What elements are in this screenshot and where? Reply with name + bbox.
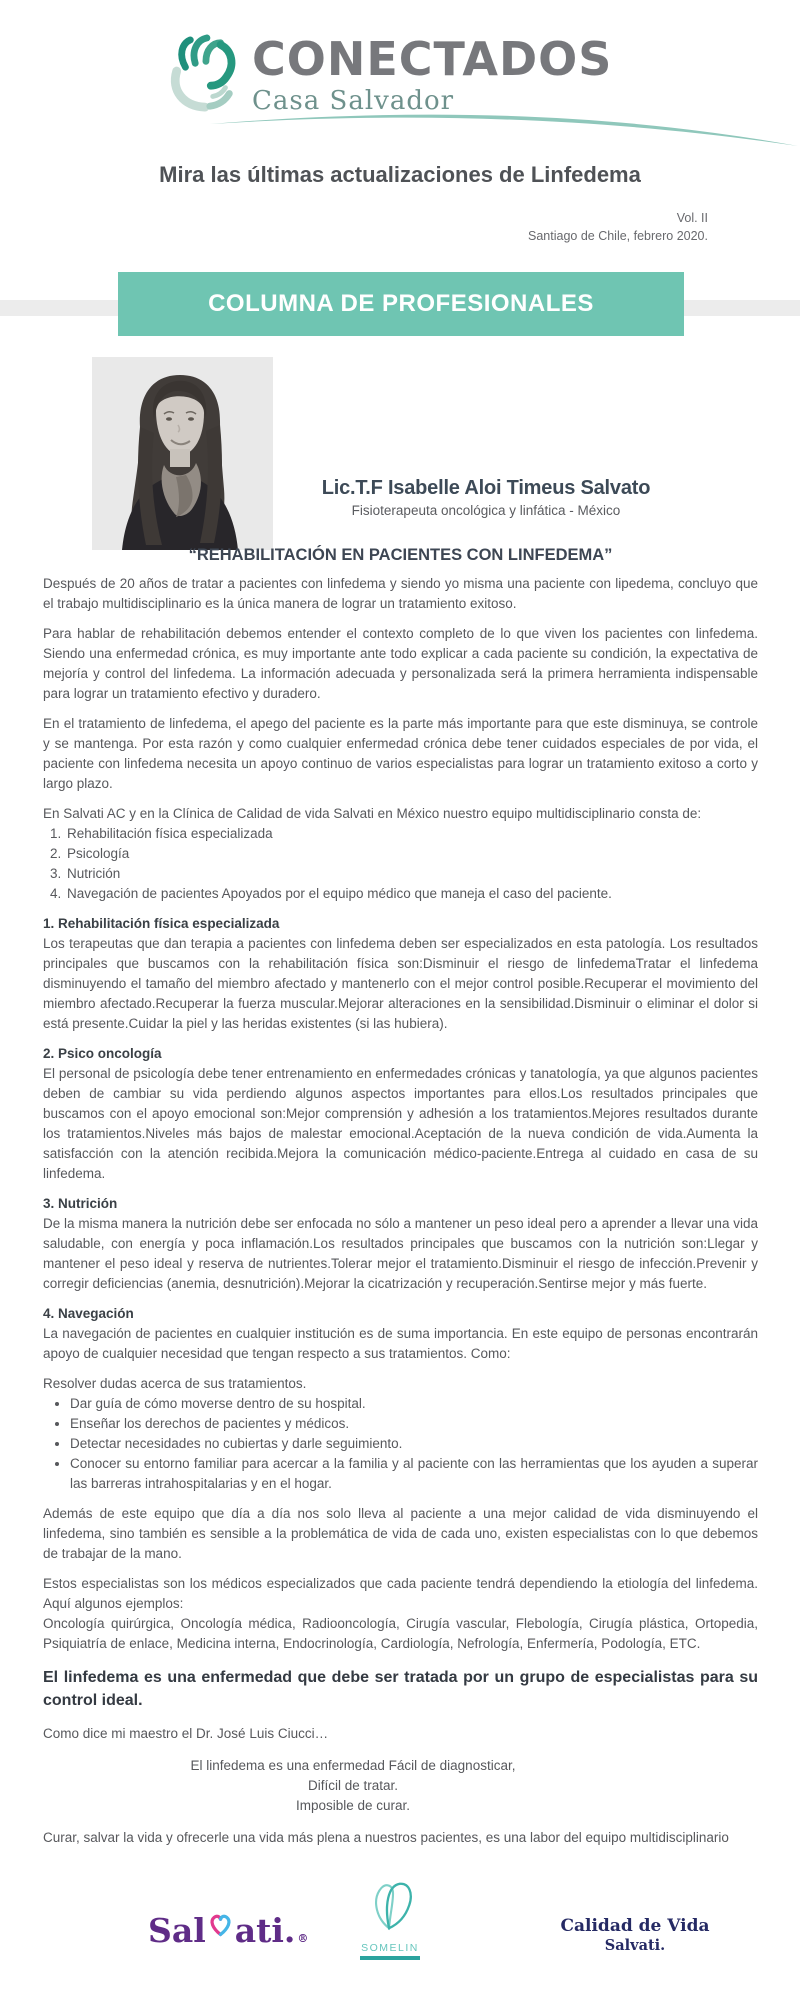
salvati-logo-text-left: Sal [148,1911,206,1950]
navigation-bullet-list [43,1394,758,1494]
issue-info [528,209,708,245]
article-body [43,545,758,1848]
team-list-item: 2. Psicología [65,844,758,864]
volume-label: Vol. II [676,211,708,225]
section-body: El personal de psicología debe tener entrenamiento en enfermedades crónicas y tanatología, ya que algunos pacientes deben de cambiar su vida perdiendo algunos aspectos importantes para ellos.Los resultados principales que buscamos con el apoyo emocional son:Mejor comprensión y adhesión a los tratamientos.Mejores resultados durante los tratamientos.Niveles más bajos de malestar emocional.Aceptación de la nueva condición de vida.Aumenta la satisfacción con la atención recibida.Mejora la comunicación médico-paciente.Entrega al cuidado en casa de su linfedema. [43,1066,758,1181]
section-title: 3. Nutrición [43,1196,118,1211]
section-psico-oncologia [43,1044,758,1184]
team-list [43,824,758,904]
quote-line: Imposible de curar. [295,1798,411,1813]
section-title: 1. Rehabilitación física especializada [43,916,280,931]
brand-subtitle: Casa Salvador [252,86,455,116]
section-navegacion [43,1304,758,1364]
somelin-butterfly-icon [352,1876,428,1941]
section-rehabilitacion [43,914,758,1034]
intro-paragraph: En el tratamiento de linfedema, el apego del paciente es la parte más importante para que este disminuya, se controle y se mantenga. Por esta razón y como cualquier enfermedad crónica debe tener cuidados especiales de por vida, el paciente con linfedema necesita un apoyo continuo de varios especialistas para lograr un tratamiento exitoso a corto y largo plazo. [43,716,758,791]
calidad-logo-line1: Calidad de Vida [560,1916,710,1936]
somelin-label: SOMELIN [361,1942,419,1954]
specialists-intro: Estos especialistas son los médicos especializados que cada paciente tendrá dependiendo la etiología del linfedema. Aquí algunos ejemplos: [43,1576,758,1611]
section-banner: COLUMNA DE PROFESIONALES [118,272,684,336]
team-list-item: 3. Nutrición [65,864,758,884]
team-intro: En Salvati AC y en la Clínica de Calidad de vida Salvati en México nuestro equipo multidisciplinario consta de: [43,806,702,821]
intro-paragraph: Para hablar de rehabilitación debemos entender el contexto completo de lo que viven los pacientes con linfedema. Siendo una enfermedad crónica, es muy importante ante todo explicar a cada paciente su condición, la expectativa de mejoría y control del linfedema. La información adecuada y personalizada será la primera herramienta indispensable para lograr un tratamiento efectivo y duradero. [43,626,758,701]
quote-block [43,1756,663,1816]
bullet-item: • Enseñar los derechos de pacientes y médicos. [70,1414,758,1434]
date-label: Santiago de Chile, febrero 2020. [528,229,708,243]
bullet-item: • Dar guía de cómo moverse dentro de su hospital. [70,1394,758,1414]
specialists-list: Oncología quirúrgica, Oncología médica, Radiooncología, Cirugía vascular, Flebología, Cirugía plástica, Ortopedia, Psiquiatría de enlace, Medicina interna, Endocrinología, Cardiología, Nefrología, Enfermería, Podología, ETC. [43,1616,758,1651]
swoosh-divider [0,112,800,163]
section-body: De la misma manera la nutrición debe ser enfocada no sólo a mantener un peso ideal pero a aprender a llevar una vida saludable, con energía y poca inflamación.Los resultados principales que buscamos con la nutrición son:Llegar y mantener el peso ideal y reserva de nutrientes.Tolerar mejor el tratamiento.Disminuir el riesgo de infección.Prevenir y corregir deficiencias (anemia, desnutrición).Mejorar la cicatrización y recuperación.Sentirse mejor y más fuerte. [43,1216,758,1291]
quote-line: El linfedema es una enfermedad Fácil de diagnosticar, [190,1758,516,1773]
bold-statement: El linfedema es una enfermedad que debe ser tratada por un grupo de especialistas para su control ideal. [43,1669,758,1709]
calidad-de-vida-logo [540,1916,730,1954]
calidad-logo-line2: Salvati. [604,1937,666,1954]
team-list-item: 4. Navegación de pacientes Apoyados por el equipo médico que maneja el caso del paciente. [65,884,758,904]
somelin-logo [352,1876,428,1960]
team-list-item: 1. Rehabilitación física especializada [65,824,758,844]
section-nutricion [43,1194,758,1294]
salvati-logo-text-right: ati. [234,1911,296,1950]
final-paragraph: Curar, salvar la vida y ofrecerle una vida más plena a nuestros pacientes, es una labor del equipo multidisciplinario [43,1830,729,1845]
article-headline: “REHABILITACIÓN EN PACIENTES CON LINFEDEMA” [188,546,613,564]
bullet-item: • Detectar necesidades no cubiertas y darle seguimiento. [70,1434,758,1454]
mentor-line: Como dice mi maestro el Dr. José Luis Ciucci… [43,1726,329,1741]
hands-logo-icon [164,34,242,119]
section-title: 4. Navegación [43,1306,134,1321]
somelin-tagline-bar [360,1956,420,1960]
heart-icon [207,1908,234,1947]
newsletter-title: Mira las últimas actualizaciones de Linfedema [159,162,641,187]
registered-mark: ® [297,1932,309,1945]
bullet-item: • Conocer su entorno familiar para acercar a la familia y al paciente con las herramientas que los ayuden a superar las barreras intrahospitalarias y en el hogar. [70,1454,758,1494]
salvati-logo [148,1908,308,1950]
navigation-list-intro: Resolver dudas acerca de sus tratamientos. [43,1376,307,1391]
intro-paragraph: Después de 20 años de tratar a pacientes con linfedema y siendo yo misma una paciente con lipedema, concluyo que el trabajo multidisciplinario es la única manera de lograr un tratamiento exitoso. [43,576,758,611]
section-title: 2. Psico oncología [43,1046,162,1061]
section-body: Los terapeutas que dan terapia a pacientes con linfedema deben ser especializados en esta patología. Los resultados principales que buscamos con la rehabilitación física son:Disminuir el riesgo de linfedemaTratar el linfedema disminuyendo el tamaño del miembro afectado y mantenerlo con el mejor control posible.Recuperar el movimiento del miembro afectado.Recuperar la fuerza muscular.Mejorar alteraciones en la sensibilidad.Disminuir o eliminar el dolor si está presente.Cuidar la piel y las heridas existentes (si las hubiera). [43,936,758,1031]
author-block [268,477,704,518]
closing-paragraph: Además de este equipo que día a día nos solo lleva al paciente a una mejor calidad de vida disminuyendo el linfedema, sino también es sensible a la problemática de vida de cada uno, existen especialistas con lo que debemos de trabajar de la mano. [43,1506,758,1561]
brand-name: CONECTADOS [252,32,613,86]
author-name: Lic.T.F Isabelle Aloi Timeus Salvato [321,477,651,499]
author-role: Fisioterapeuta oncológica y linfática - México [351,503,621,518]
section-body: La navegación de pacientes en cualquier institución es de suma importancia. En este equipo de personas encontrarán apoyo de cualquier necesidad que tengan respecto a sus tratamientos. Como: [43,1326,758,1361]
author-photo [92,357,273,550]
quote-line: Difícil de tratar. [307,1778,399,1793]
